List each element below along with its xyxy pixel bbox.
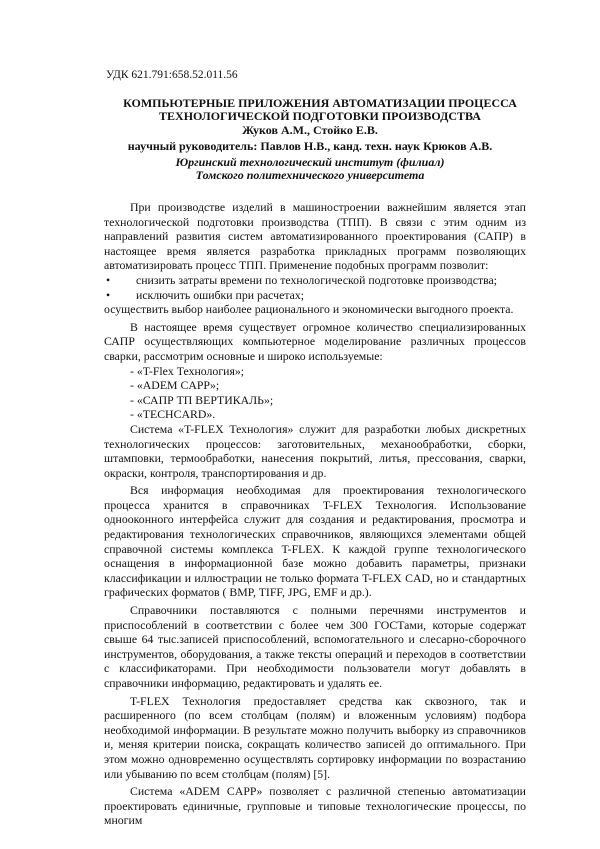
system-item: - «САПР ТП ВЕРТИКАЛЬ»;: [130, 392, 274, 407]
paragraph-6: T-FLEX Технология предоставляет средства как сквозного, так и расширенного (по всем столбцам (полям) и вложенным условиям) подбора необходимой информации. В результате можно получить выборку из справочников и, меняя критерии поиска, сокращать количество записей до оптимального. При этом можно одновременно осуществлять сортировку информации по возрастанию или убыванию по всем столбцам (полям) [5].: [104, 693, 526, 781]
system-item: - «T-Flex Технология»;: [130, 363, 245, 378]
bullet-icon: •: [106, 272, 111, 287]
system-item: - «ADEM CAPP»;: [130, 378, 220, 393]
udk-code: УДК 621.791:658.52.011.56: [106, 69, 238, 81]
bullet-text: снизить затраты времени по технологической подготовке производства;: [136, 272, 498, 287]
paragraph-2: В настоящее время существует огромное количество специализированных САПР осуществляющих компьютерное моделирование различных процессов сварки, рассмотрим основные и широко используемые:: [104, 319, 526, 363]
paragraph-7: Система «ADEM CAPP» позволяет с различной степенью автоматизации проектировать единичные, групповые и типовые технологические процессы, по многим: [104, 784, 526, 828]
body-text: [104, 200, 526, 828]
bullet-icon: •: [106, 287, 111, 302]
supervisor: научный руководитель: Павлов Н.В., канд. техн. наук Крюков А.В.: [127, 139, 493, 153]
system-item: - «TECHCARD».: [130, 407, 216, 422]
bullet-text: исключить ошибки при расчетах;: [136, 287, 305, 302]
authors: Жуков А.М., Стойко Е.В.: [242, 123, 378, 137]
list-item: [104, 273, 526, 288]
paragraph-5: Справочники поставляются с полными перечнями инструментов и приспособлений в соответствии с более чем 300 ГОСТами, которые содержат свыше 64 тыс.записей приспособлений, вспомогательного и слесарно-сборочного инструментов, оборудования, а также тексты операций и переходов в соответствии с классификаторами. При необходимости пользователи могут добавлять в справочники информацию, редактировать и удалять ее.: [104, 603, 526, 690]
bullet-after: осуществить выбор наиболее рационального и экономически выгодного проекта.: [104, 302, 514, 317]
institute-line-2: Томского политехнического университета: [195, 168, 425, 182]
paper-title: [110, 97, 530, 123]
paragraph-4: Вся информация необходимая для проектирования технологического процесса хранится в справочниках T-FLEX Технология. Использование однооконного интерфейса служит для создания и редактирования, просмотра и редактирования технологических справочников, являющихся элементами общей справочной системы комплекса T-FLEX. К каждой группе технологического оснащения в информационной базе можно добавить параметры, признаки классификации и иллюстрации не только формата T-FLEX CAD, но и стандартных графических форматов ( BMP, TIFF, JPG, EMF и др.).: [104, 483, 526, 600]
institute-line-1: Юргинский технологический институт (филиал): [175, 155, 445, 169]
title-line-1: КОМПЬЮТЕРНЫЕ ПРИЛОЖЕНИЯ АВТОМАТИЗАЦИИ ПРОЦЕССА: [123, 96, 517, 110]
list-item: [104, 288, 526, 303]
paragraph-3: Система «T-FLEX Технология» служит для разработки любых дискретных технологических процессов: заготовительных, механообработки, сборки, штамповки, термообработки, нанесения покрытий, литья, прессования, сварки, окраски, контроля, транспортирования и др.: [104, 421, 526, 480]
paragraph-intro: При производстве изделий в машиностроении важнейшим является этап технологической подготовки производства (ТПП). В связи с этим одним из направлений развития систем автоматизированного проектирования (САПР) в настоящее время является разработка прикладных программ позволяющих автоматизировать процесс ТПП. Применение подобных программ позволит:: [104, 200, 526, 273]
title-line-2: ТЕХНОЛОГИЧЕСКОЙ ПОДГОТОВКИ ПРОИЗВОДСТВА: [159, 109, 481, 123]
